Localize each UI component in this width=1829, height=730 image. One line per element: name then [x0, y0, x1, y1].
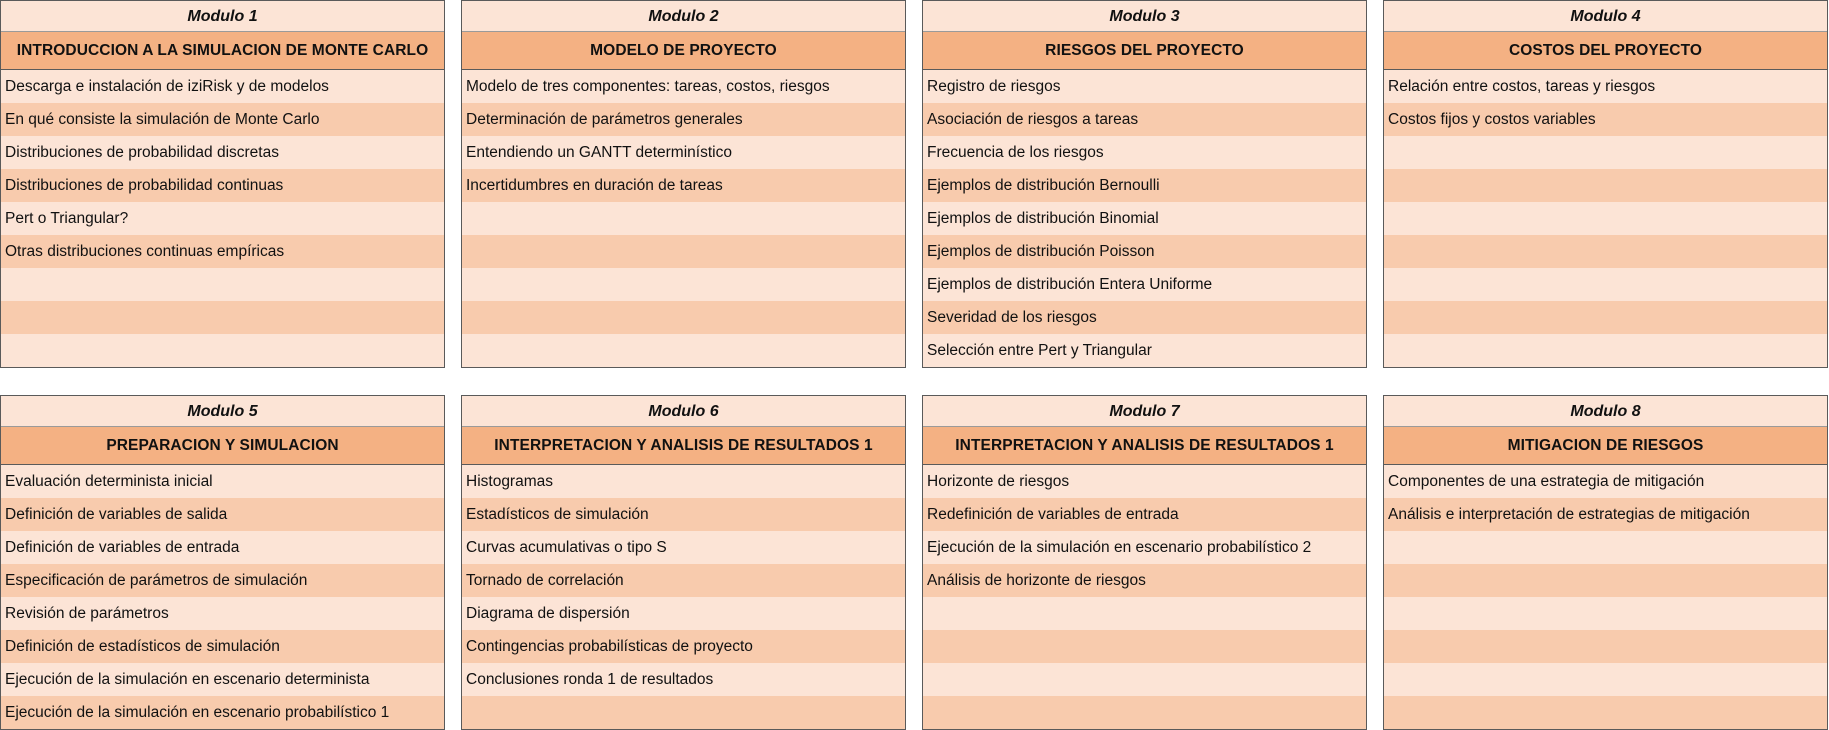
module-label[interactable]: Modulo 6 — [462, 396, 905, 427]
topic-cell[interactable]: En qué consiste la simulación de Monte Carlo — [1, 103, 444, 136]
topic-cell[interactable] — [1384, 334, 1827, 367]
topic-cell[interactable] — [923, 630, 1366, 663]
topic-cell[interactable] — [1384, 136, 1827, 169]
topic-cell[interactable]: Distribuciones de probabilidad discretas — [1, 136, 444, 169]
topic-cell[interactable] — [1384, 564, 1827, 597]
topic-list — [462, 465, 905, 729]
topic-cell[interactable]: Ejecución de la simulación en escenario probabilístico 1 — [1, 696, 444, 729]
topic-cell[interactable] — [1384, 169, 1827, 202]
topic-cell[interactable] — [1, 268, 444, 301]
module-label[interactable]: Modulo 2 — [462, 1, 905, 32]
topic-cell[interactable]: Estadísticos de simulación — [462, 498, 905, 531]
topic-cell[interactable] — [1, 334, 444, 367]
module-card-5 — [0, 395, 445, 730]
module-card-2 — [461, 0, 906, 368]
topic-cell[interactable] — [462, 301, 905, 334]
topic-cell[interactable]: Especificación de parámetros de simulación — [1, 564, 444, 597]
topic-cell[interactable]: Revisión de parámetros — [1, 597, 444, 630]
topic-cell[interactable] — [462, 696, 905, 729]
topic-cell[interactable]: Ejecución de la simulación en escenario probabilístico 2 — [923, 531, 1366, 564]
topic-cell[interactable]: Análisis e interpretación de estrategias de mitigación — [1384, 498, 1827, 531]
topic-list — [1, 465, 444, 729]
topic-cell[interactable] — [462, 268, 905, 301]
topic-cell[interactable]: Relación entre costos, tareas y riesgos — [1384, 70, 1827, 103]
topic-cell[interactable]: Distribuciones de probabilidad continuas — [1, 169, 444, 202]
topic-list — [1384, 70, 1827, 367]
module-label[interactable]: Modulo 8 — [1384, 396, 1827, 427]
topic-cell[interactable]: Definición de variables de salida — [1, 498, 444, 531]
module-title[interactable]: INTERPRETACION Y ANALISIS DE RESULTADOS 1 — [462, 427, 905, 465]
topic-cell[interactable] — [1384, 663, 1827, 696]
module-title[interactable]: MODELO DE PROYECTO — [462, 32, 905, 70]
topic-cell[interactable] — [1384, 202, 1827, 235]
topic-cell[interactable]: Ejemplos de distribución Entera Uniforme — [923, 268, 1366, 301]
topic-list — [923, 465, 1366, 729]
module-card-7 — [922, 395, 1367, 730]
topic-cell[interactable]: Horizonte de riesgos — [923, 465, 1366, 498]
topic-cell[interactable]: Selección entre Pert y Triangular — [923, 334, 1366, 367]
topic-cell[interactable]: Redefinición de variables de entrada — [923, 498, 1366, 531]
topic-cell[interactable]: Tornado de correlación — [462, 564, 905, 597]
topic-cell[interactable]: Descarga e instalación de iziRisk y de modelos — [1, 70, 444, 103]
module-card-4 — [1383, 0, 1828, 368]
module-title[interactable]: INTRODUCCION A LA SIMULACION DE MONTE CARLO — [1, 32, 444, 70]
topic-list — [1384, 465, 1827, 729]
topic-cell[interactable] — [923, 696, 1366, 729]
topic-list — [923, 70, 1366, 367]
topic-cell[interactable]: Incertidumbres en duración de tareas — [462, 169, 905, 202]
topic-cell[interactable] — [462, 235, 905, 268]
topic-cell[interactable]: Registro de riesgos — [923, 70, 1366, 103]
topic-cell[interactable]: Diagrama de dispersión — [462, 597, 905, 630]
topic-cell[interactable]: Ejemplos de distribución Poisson — [923, 235, 1366, 268]
topic-cell[interactable]: Severidad de los riesgos — [923, 301, 1366, 334]
topic-cell[interactable]: Curvas acumulativas o tipo S — [462, 531, 905, 564]
topic-cell[interactable] — [1384, 531, 1827, 564]
topic-cell[interactable]: Análisis de horizonte de riesgos — [923, 564, 1366, 597]
topic-cell[interactable] — [1, 301, 444, 334]
module-title[interactable]: INTERPRETACION Y ANALISIS DE RESULTADOS 1 — [923, 427, 1366, 465]
topic-cell[interactable]: Histogramas — [462, 465, 905, 498]
topic-cell[interactable]: Pert o Triangular? — [1, 202, 444, 235]
topic-cell[interactable]: Contingencias probabilísticas de proyecto — [462, 630, 905, 663]
topic-cell[interactable]: Componentes de una estrategia de mitigación — [1384, 465, 1827, 498]
topic-list — [462, 70, 905, 367]
module-card-6 — [461, 395, 906, 730]
module-card-8 — [1383, 395, 1828, 730]
topic-cell[interactable] — [923, 663, 1366, 696]
module-title[interactable]: RIESGOS DEL PROYECTO — [923, 32, 1366, 70]
module-card-1 — [0, 0, 445, 368]
module-card-3 — [922, 0, 1367, 368]
module-label[interactable]: Modulo 7 — [923, 396, 1366, 427]
topic-cell[interactable]: Modelo de tres componentes: tareas, costos, riesgos — [462, 70, 905, 103]
topic-cell[interactable] — [923, 597, 1366, 630]
module-label[interactable]: Modulo 1 — [1, 1, 444, 32]
topic-cell[interactable]: Definición de variables de entrada — [1, 531, 444, 564]
topic-cell[interactable]: Evaluación determinista inicial — [1, 465, 444, 498]
topic-cell[interactable] — [462, 334, 905, 367]
topic-cell[interactable] — [1384, 597, 1827, 630]
topic-cell[interactable]: Asociación de riesgos a tareas — [923, 103, 1366, 136]
module-label[interactable]: Modulo 3 — [923, 1, 1366, 32]
topic-cell[interactable] — [1384, 696, 1827, 729]
topic-cell[interactable] — [1384, 630, 1827, 663]
topic-cell[interactable] — [462, 202, 905, 235]
topic-cell[interactable]: Conclusiones ronda 1 de resultados — [462, 663, 905, 696]
topic-cell[interactable]: Costos fijos y costos variables — [1384, 103, 1827, 136]
module-title[interactable]: MITIGACION DE RIESGOS — [1384, 427, 1827, 465]
topic-cell[interactable] — [1384, 235, 1827, 268]
topic-list — [1, 70, 444, 367]
topic-cell[interactable]: Otras distribuciones continuas empíricas — [1, 235, 444, 268]
topic-cell[interactable]: Determinación de parámetros generales — [462, 103, 905, 136]
topic-cell[interactable]: Ejecución de la simulación en escenario determinista — [1, 663, 444, 696]
topic-cell[interactable]: Entendiendo un GANTT determinístico — [462, 136, 905, 169]
topic-cell[interactable]: Ejemplos de distribución Binomial — [923, 202, 1366, 235]
module-label[interactable]: Modulo 4 — [1384, 1, 1827, 32]
topic-cell[interactable]: Definición de estadísticos de simulación — [1, 630, 444, 663]
topic-cell[interactable] — [1384, 268, 1827, 301]
topic-cell[interactable]: Frecuencia de los riesgos — [923, 136, 1366, 169]
module-title[interactable]: COSTOS DEL PROYECTO — [1384, 32, 1827, 70]
module-label[interactable]: Modulo 5 — [1, 396, 444, 427]
topic-cell[interactable]: Ejemplos de distribución Bernoulli — [923, 169, 1366, 202]
topic-cell[interactable] — [1384, 301, 1827, 334]
module-title[interactable]: PREPARACION Y SIMULACION — [1, 427, 444, 465]
